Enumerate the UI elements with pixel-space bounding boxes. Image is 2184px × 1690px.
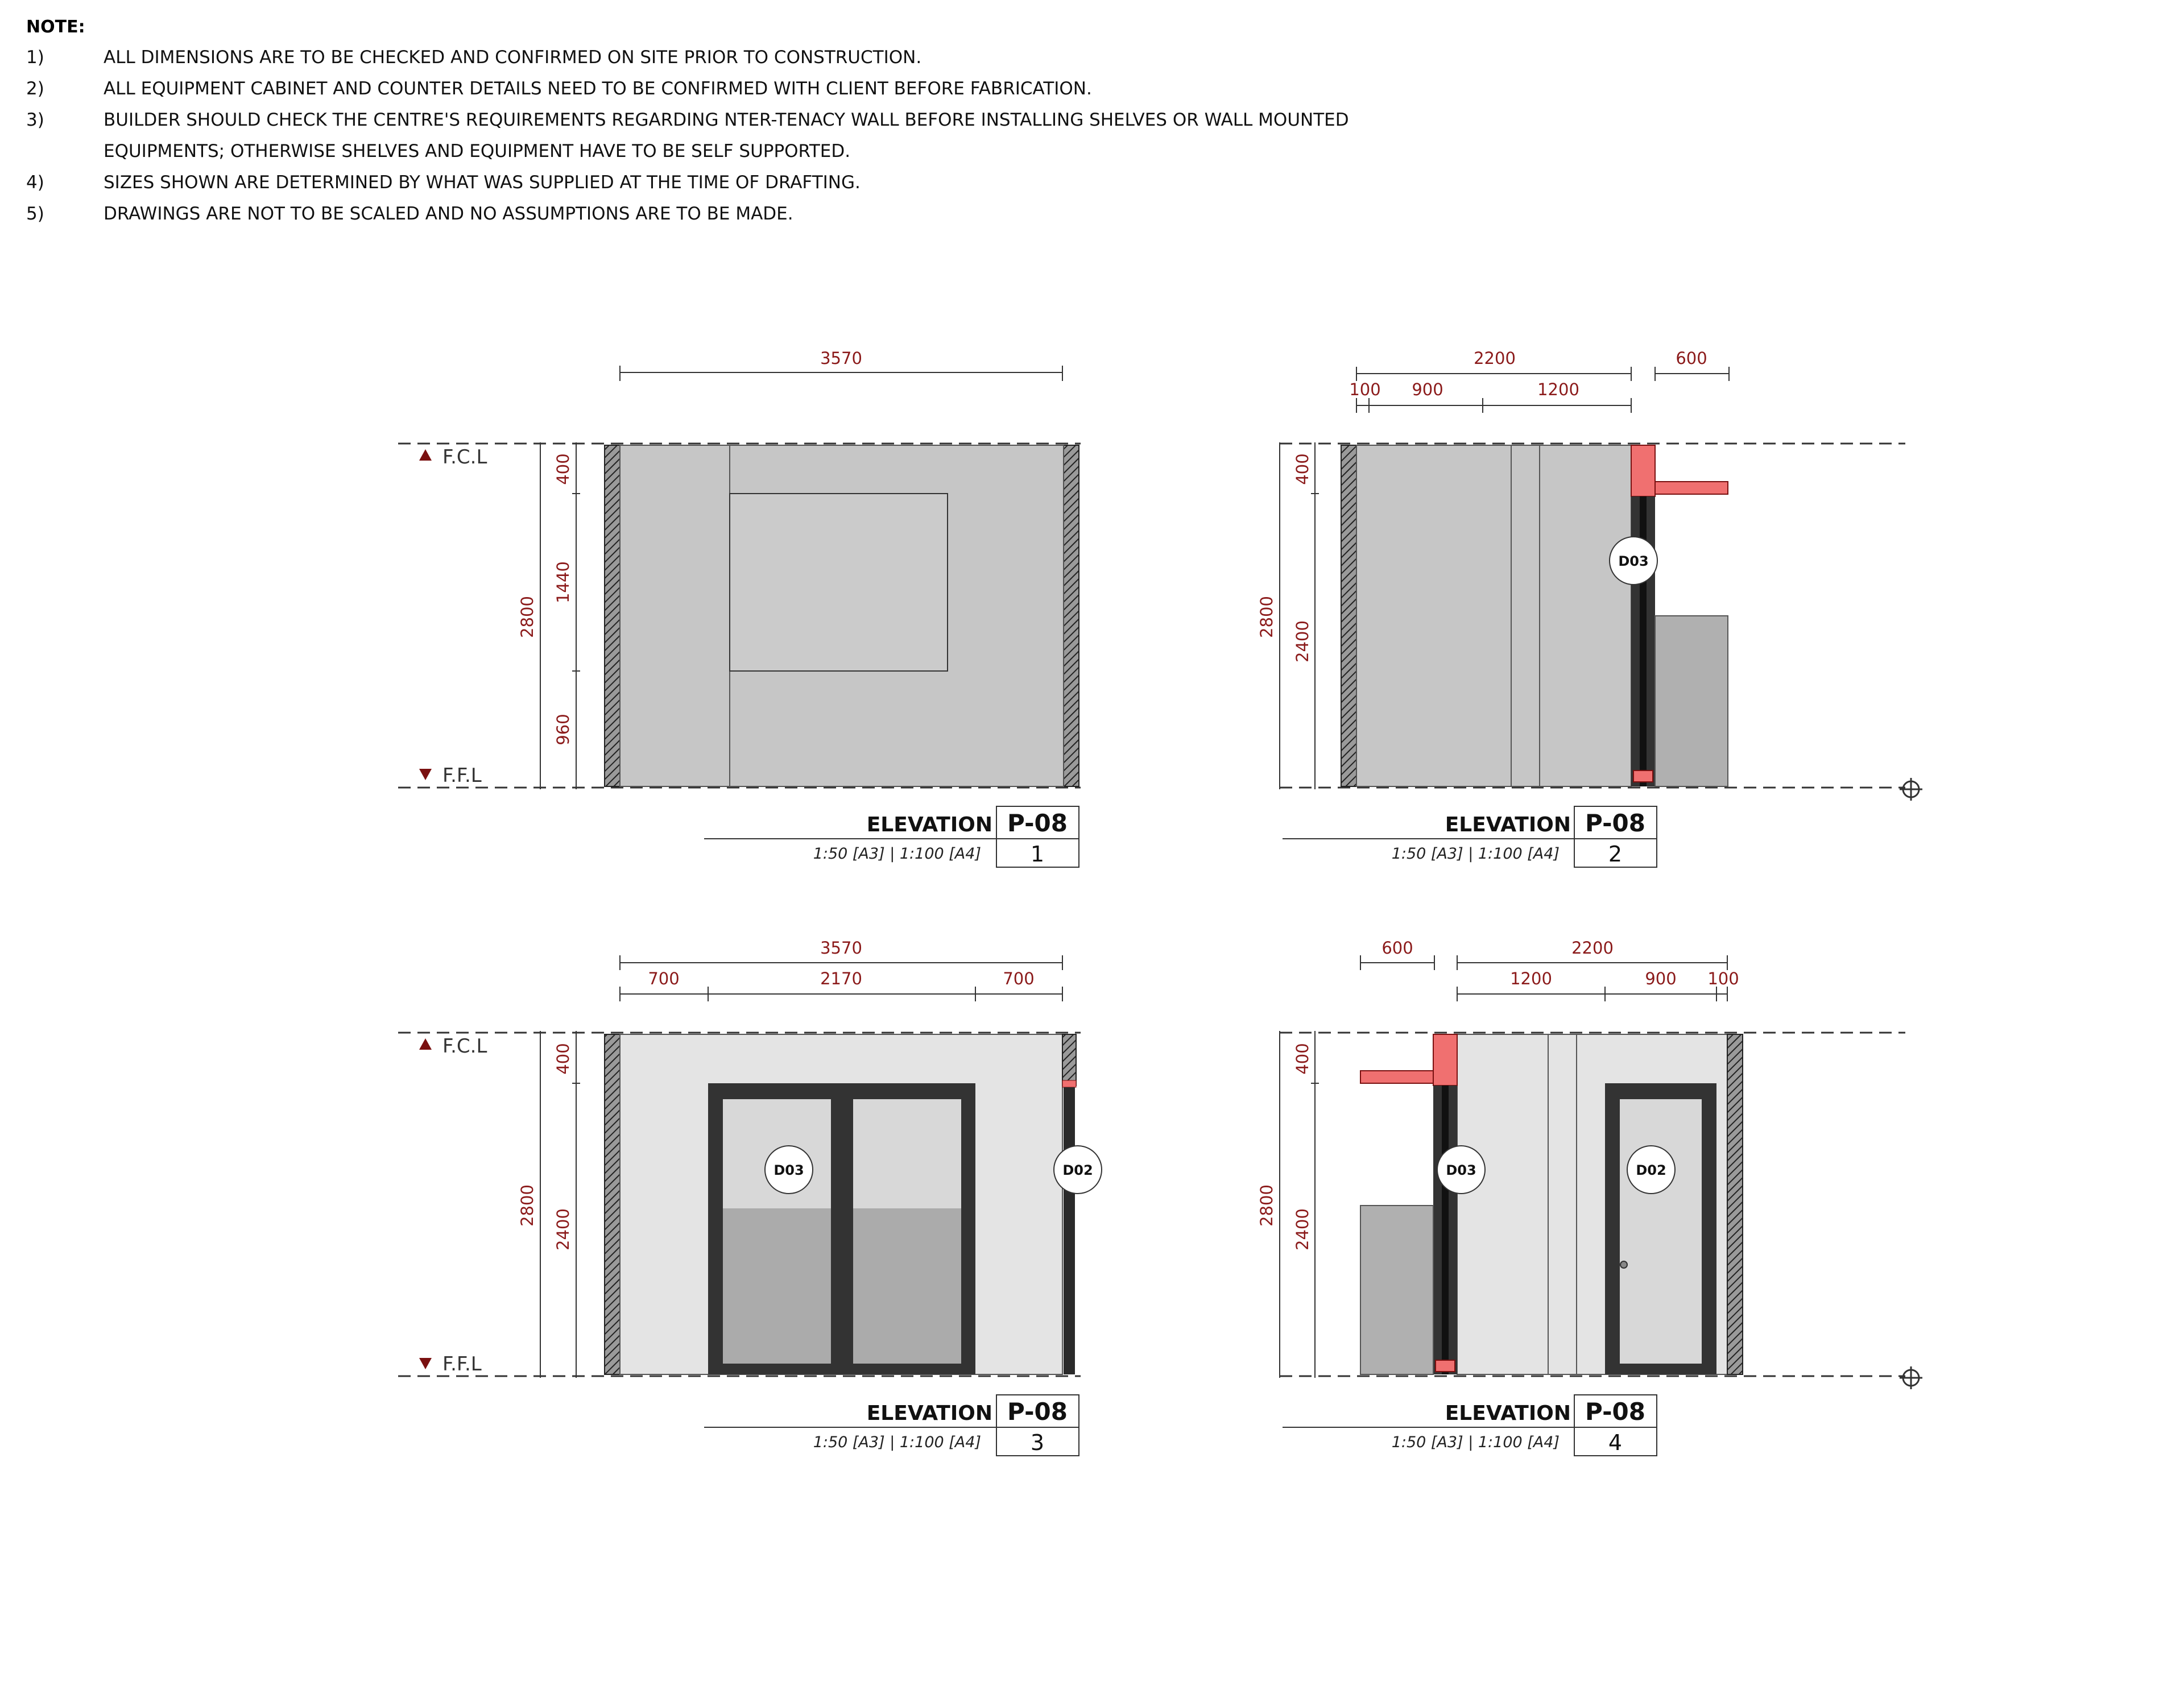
red-header [1062, 1080, 1076, 1087]
sheet-number: P-08 [1007, 1398, 1068, 1426]
elevation-3 [398, 938, 1102, 1456]
door-panel [1620, 1099, 1702, 1364]
elevation-4 [1257, 938, 1922, 1456]
dim-part-height: 1440 [553, 561, 573, 603]
dim-width: 100 [1707, 969, 1739, 988]
wall-opening [730, 494, 948, 671]
dim-part-height: 400 [553, 453, 573, 485]
dim-width: 2200 [1474, 349, 1516, 368]
door-leaf-edge [1442, 1086, 1449, 1374]
dim-width: 1200 [1537, 380, 1579, 399]
reference-mark-icon [1900, 1366, 1922, 1389]
elevation-label: ELEVATION [866, 813, 992, 836]
door-handle-icon [1620, 1261, 1627, 1268]
dim-part-height: 400 [1293, 1043, 1312, 1075]
dim-width: 100 [1349, 380, 1381, 399]
sheet-number: P-08 [1585, 1398, 1645, 1426]
threshold [1633, 771, 1653, 782]
elevation-number: 1 [1030, 842, 1045, 867]
ceiling-level-label: F.C.L [442, 1035, 487, 1058]
note-text: EQUIPMENTS; OTHERWISE SHELVES AND EQUIPMENT HAVE TO BE SELF SUPPORTED. [104, 141, 851, 161]
door-glass-left [723, 1208, 831, 1364]
elevation-label: ELEVATION [866, 1402, 992, 1425]
door-tag: D03 [774, 1162, 804, 1178]
notes-title: NOTE: [26, 17, 85, 37]
wall-hatch-left [605, 1034, 620, 1374]
left-dimensions [1280, 1031, 1319, 1378]
floor-level-label: F.F.L [442, 1353, 482, 1376]
dim-width: 2200 [1571, 938, 1614, 958]
note-text: ALL DIMENSIONS ARE TO BE CHECKED AND CONFIRMED ON SITE PRIOR TO CONSTRUCTION. [104, 47, 922, 68]
note-number: 3) [26, 110, 44, 130]
wall-hatch-left [605, 445, 620, 786]
left-dimensions [540, 1031, 580, 1378]
scale-text: 1:50 [A3] | 1:100 [A4] [813, 845, 981, 863]
title-block [704, 806, 1079, 867]
dim-width: 2170 [820, 969, 862, 988]
dim-overall-width: 3570 [820, 349, 862, 368]
ceiling-level-marker-icon [419, 1038, 432, 1050]
note-number: 5) [26, 204, 44, 224]
cabinet [1360, 1206, 1433, 1374]
sheet-number: P-08 [1585, 809, 1645, 837]
note-text: BUILDER SHOULD CHECK THE CENTRE'S REQUIREMENTS REGARDING NTER-TENACY WALL BEFORE INSTALLING SHELVES OR WALL MOUNTED [104, 110, 1349, 130]
wall-hatch-right [1727, 1034, 1743, 1374]
wall-hatch-left [1341, 445, 1356, 786]
elevation-number: 4 [1608, 1430, 1623, 1455]
red-header [1631, 445, 1655, 496]
ceiling-level-label: F.C.L [442, 446, 487, 469]
cabinet [1655, 616, 1728, 786]
shelf [1360, 1071, 1433, 1083]
door-tag: D03 [1446, 1162, 1476, 1178]
scale-text: 1:50 [A3] | 1:100 [A4] [813, 1434, 981, 1451]
top-dimensions [620, 366, 1062, 381]
floor-level-marker-icon [419, 769, 432, 780]
elevation-label: ELEVATION [1445, 1402, 1571, 1425]
note-text: SIZES SHOWN ARE DETERMINED BY WHAT WAS SUPPLIED AT THE TIME OF DRAFTING. [104, 172, 861, 193]
red-header [1433, 1034, 1457, 1086]
dim-overall-height: 2800 [518, 1184, 537, 1227]
dim-overall-width: 3570 [820, 938, 862, 958]
sheet-number: P-08 [1007, 809, 1068, 837]
dim-width: 700 [1003, 969, 1035, 988]
elevation-2 [1257, 349, 1922, 867]
scale-text: 1:50 [A3] | 1:100 [A4] [1391, 1434, 1560, 1451]
threshold [1436, 1360, 1455, 1372]
title-block [1283, 1395, 1657, 1456]
elevation-number: 3 [1030, 1430, 1045, 1455]
dim-width: 1200 [1510, 969, 1552, 988]
note-number: 2) [26, 78, 44, 99]
dim-overall-height: 2800 [1257, 596, 1276, 638]
wall-hatch-right [1064, 445, 1079, 786]
dim-width: 600 [1381, 938, 1413, 958]
elevation-label: ELEVATION [1445, 813, 1571, 836]
note-number: 4) [26, 172, 44, 193]
dim-overall-height: 2800 [518, 596, 537, 638]
wall-hatch-right [1062, 1034, 1076, 1086]
title-block [704, 1395, 1079, 1456]
elevation-number: 2 [1608, 842, 1623, 867]
title-block [1283, 806, 1657, 867]
dim-width: 900 [1645, 969, 1677, 988]
door-glass-right [853, 1208, 961, 1364]
floor-level-label: F.F.L [442, 764, 482, 787]
note-text: ALL EQUIPMENT CABINET AND COUNTER DETAILS NEED TO BE CONFIRMED WITH CLIENT BEFORE FABRICATION. [104, 78, 1092, 99]
dim-part-height: 2400 [553, 1208, 573, 1250]
elevation-1 [398, 349, 1081, 867]
note-text: DRAWINGS ARE NOT TO BE SCALED AND NO ASSUMPTIONS ARE TO BE MADE. [104, 204, 793, 224]
reference-mark-icon [1900, 778, 1922, 801]
dim-part-height: 960 [553, 714, 573, 745]
dim-overall-height: 2800 [1257, 1184, 1276, 1227]
shelf [1655, 482, 1728, 494]
door-tag: D02 [1062, 1162, 1093, 1178]
dim-width: 900 [1412, 380, 1443, 399]
dim-part-height: 400 [553, 1043, 573, 1075]
door-tag: D03 [1618, 553, 1649, 569]
ceiling-level-marker-icon [419, 449, 432, 461]
dim-width: 600 [1676, 349, 1707, 368]
dim-part-height: 400 [1293, 453, 1312, 485]
dim-width: 700 [648, 969, 680, 988]
floor-level-marker-icon [419, 1358, 432, 1369]
door-frame-section [1064, 1087, 1075, 1374]
dim-part-height: 2400 [1293, 1208, 1312, 1250]
wall-face [1356, 445, 1631, 786]
dim-part-height: 2400 [1293, 620, 1312, 662]
door-tag: D02 [1636, 1162, 1666, 1178]
note-number: 1) [26, 47, 44, 68]
left-dimensions [1280, 442, 1319, 789]
scale-text: 1:50 [A3] | 1:100 [A4] [1391, 845, 1560, 863]
